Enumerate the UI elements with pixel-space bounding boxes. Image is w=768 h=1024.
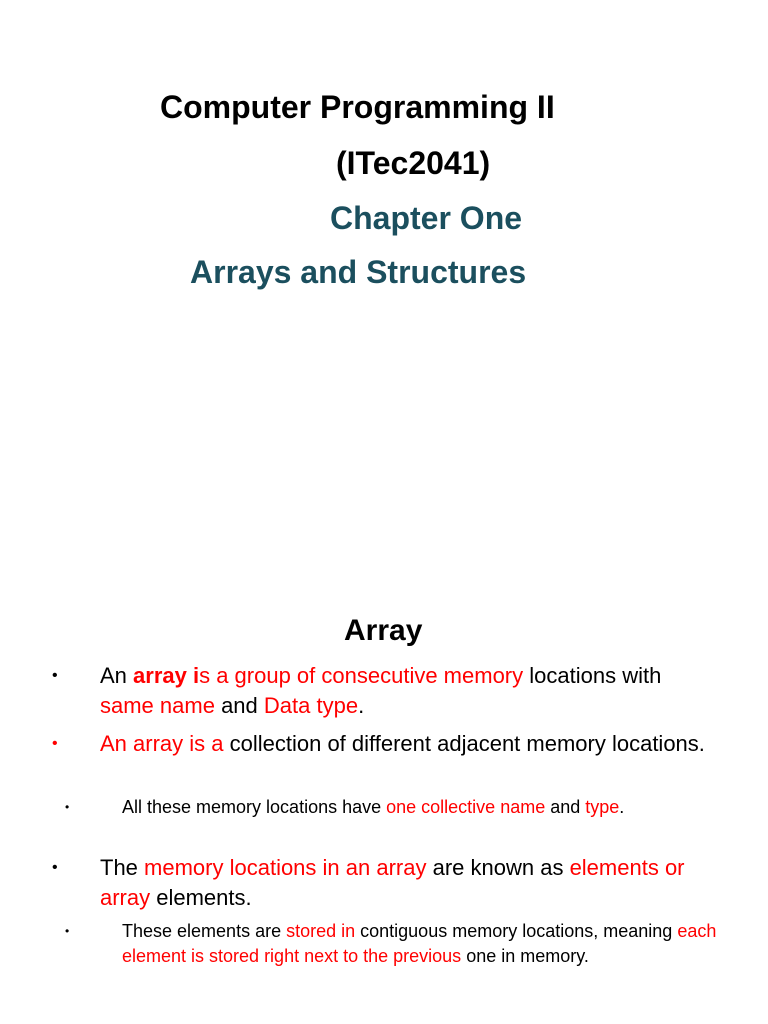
bullet-text xyxy=(100,661,720,721)
bullet-item xyxy=(0,661,768,723)
sub-bullet-text-part: contiguous memory locations, meaning xyxy=(355,921,678,941)
sub-bullet-text-part: These elements are xyxy=(122,921,287,941)
bullet-text-part: elements. xyxy=(150,885,252,910)
bullet-text xyxy=(100,853,720,913)
bullet-dot: • xyxy=(52,735,58,752)
course-title: Computer Programming II xyxy=(160,89,555,125)
bullet-dot: • xyxy=(52,859,58,876)
bullet-highlight: s a group of consecutive memory xyxy=(199,663,524,688)
course-code: (ITec2041) xyxy=(336,145,491,181)
sub-bullet-text-part: and xyxy=(545,797,586,817)
bullet-text-part: collection of different adjacent memory locations. xyxy=(223,731,705,756)
section-heading: Array xyxy=(344,614,423,647)
bullet-text-part: locations with xyxy=(523,663,662,688)
bullet-highlight: array i xyxy=(133,663,200,688)
sub-bullet-text-part: . xyxy=(619,797,625,817)
sub-bullet-item xyxy=(0,919,768,997)
chapter-heading: Chapter One xyxy=(330,200,523,236)
sub-bullet-text-part: All these memory locations have xyxy=(122,797,387,817)
bullet-text-part: are known as xyxy=(426,855,570,880)
bullet-highlight: memory locations in an array xyxy=(144,855,427,880)
sub-bullet-highlight: one collective name xyxy=(386,797,546,817)
sub-bullet-highlight: type xyxy=(585,797,620,817)
sub-bullet-highlight: each element is stored right next to the previous xyxy=(122,921,717,966)
bullet-text-part: . xyxy=(358,693,365,718)
bullet-highlight: elements or array xyxy=(100,855,685,910)
bullet-text-part: An xyxy=(100,663,134,688)
sub-bullet-text xyxy=(122,795,722,820)
bullet-highlight: An array is a xyxy=(100,731,224,756)
bullet-text-part: The xyxy=(100,855,145,880)
bullet-item xyxy=(0,729,768,791)
bullet-text-part: and xyxy=(214,693,264,718)
sub-bullet-text xyxy=(122,919,722,969)
bullet-highlight: same name xyxy=(100,693,215,718)
sub-bullet-dot: • xyxy=(65,924,70,938)
bullet-item xyxy=(0,853,768,915)
sub-bullet-highlight: stored in xyxy=(286,921,356,941)
bullet-highlight: Data type xyxy=(263,693,359,718)
chapter-subtitle: Arrays and Structures xyxy=(190,254,527,290)
bullet-text xyxy=(100,729,720,759)
bullet-dot: • xyxy=(52,667,58,684)
sub-bullet-dot: • xyxy=(65,800,70,814)
sub-bullet-item xyxy=(0,795,768,847)
sub-bullet-text-part: one in memory. xyxy=(461,946,589,966)
